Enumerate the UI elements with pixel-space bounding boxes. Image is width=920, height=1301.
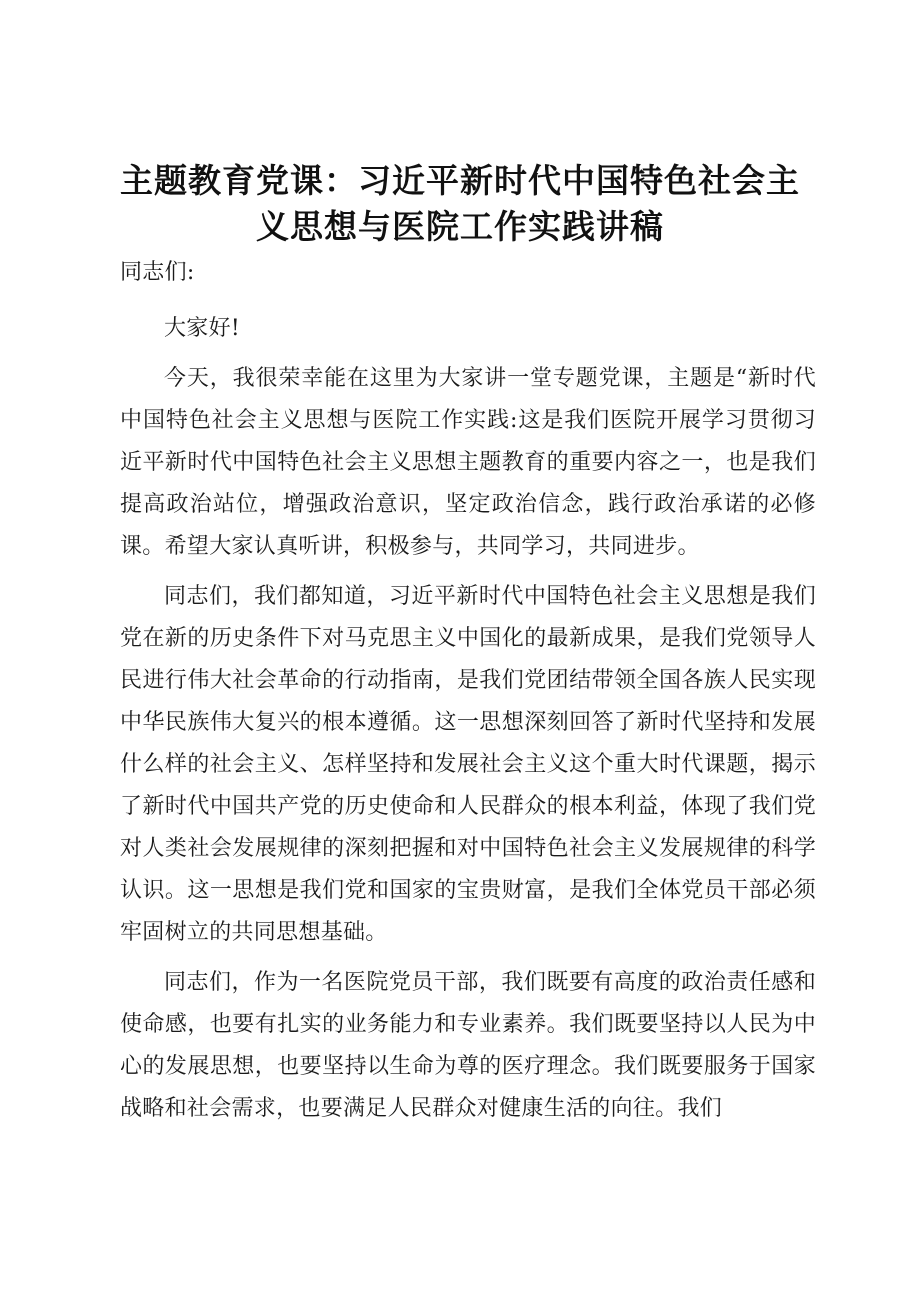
greeting: 大家好! [164, 316, 241, 341]
paragraph-1: 今天，我很荣幸能在这里为大家讲一堂专题党课，主题是“新时代中国特色社会主义思想与医院工作实践:这是我们医院开展学习贯彻习近平新时代中国特色社会主义思想主题教育的重要内容之一，也是我们提高政治站位，增强政治意识，坚定政治信念，践行政治承诺的必修课。希望大家认真听讲，积极参与，共同学习，共同进步。 [120, 366, 816, 559]
document-body [120, 252, 816, 1138]
salutation: 同志们: [120, 260, 195, 285]
paragraph-2: 同志们，我们都知道，习近平新时代中国特色社会主义思想是我们党在新的历史条件下对马克思主义中国化的最新成果，是我们党领导人民进行伟大社会革命的行动指南，是我们党团结带领全国各族人民实现中华民族伟大复兴的根本遵循。这一思想深刻回答了新时代坚持和发展什么样的社会主义、怎样坚持和发展社会主义这个重大时代课题，揭示了新时代中国共产党的历史使命和人民群众的根本利益，体现了我们党对人类社会发展规律的深刻把握和对中国特色社会主义发展规律的科学认识。这一思想是我们党和国家的宝贵财富，是我们全体党员干部必须牢固树立的共同思想基础。 [120, 584, 816, 945]
paragraph-3: 同志们，作为一名医院党员干部，我们既要有高度的政治责任感和使命感，也要有扎实的业务能力和专业素养。我们既要坚持以人民为中心的发展思想，也要坚持以生命为尊的医疗理念。我们既要服务于国家战略和社会需求，也要满足人民群众对健康生活的向往。我们 [120, 970, 816, 1121]
document-title: 主题教育党课：习近平新时代中国特色社会主义思想与医院工作实践讲稿 [120, 161, 800, 246]
